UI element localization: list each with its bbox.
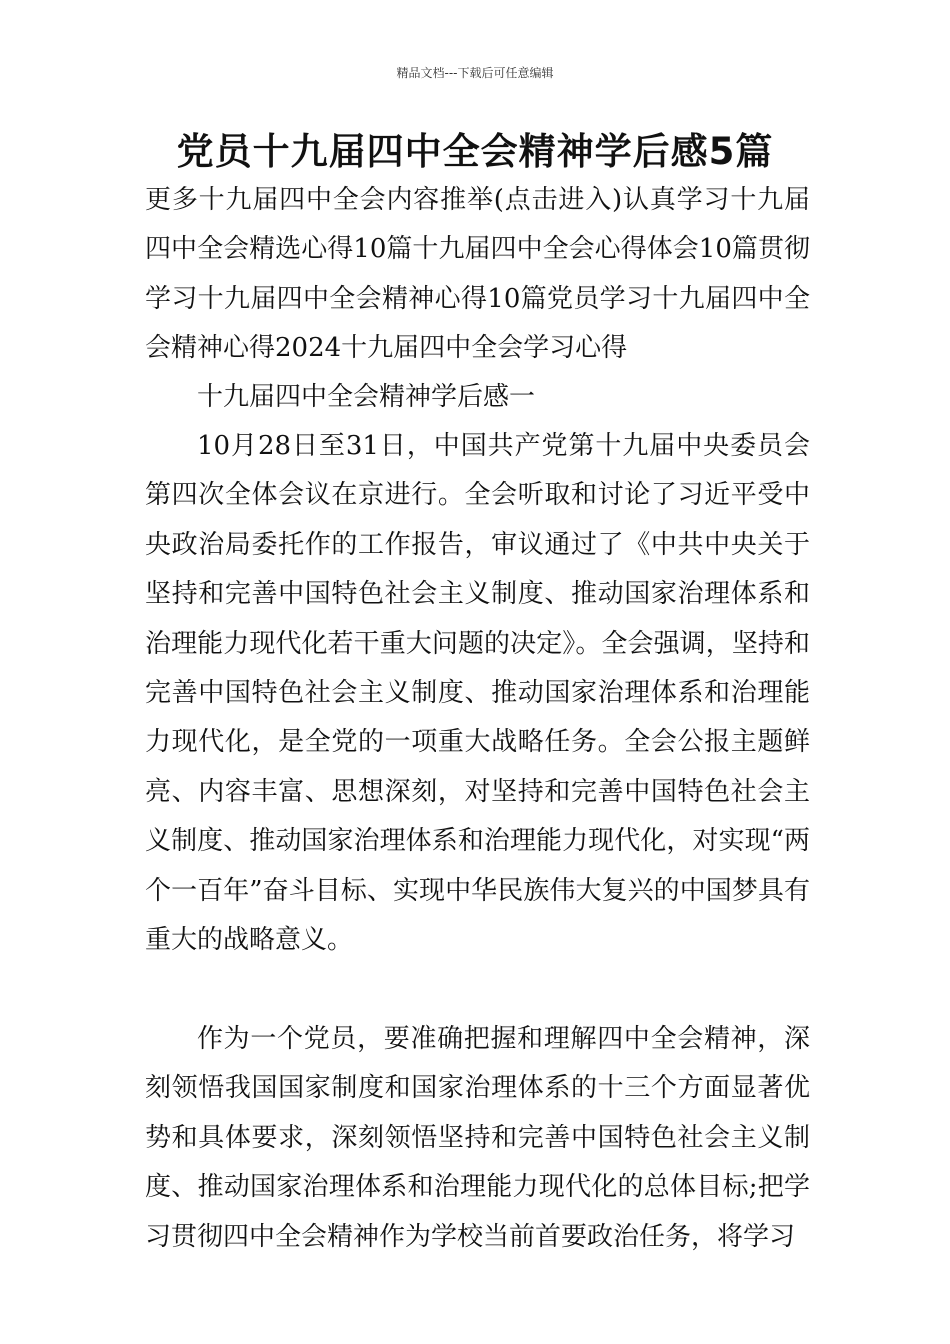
header-note: 精品文档---下载后可任意编辑 [396, 66, 554, 80]
intro-paragraph: 更多十九届四中全会内容推举(点击进入)认真学习十九届四中全会精选心得10篇十九届四中全会心得体会10篇贯彻学习十九届四中全会精神心得10篇党员学习十九届四中全会精神心得2024十九届四中全会学习心得 [145, 185, 810, 364]
body-paragraph-2: 作为一个党员，要准确把握和理解四中全会精神，深刻领悟我国国家制度和国家治理体系的十三个方面显著优势和具体要求，深刻领悟坚持和完善中国特色社会主义制度、推动国家治理体系和治理能力现代化的总体目标;把学习贯彻四中全会精神作为学校当前首要政治任务，将学习 [145, 1024, 810, 1252]
body-paragraph-1: 10月28日至31日，中国共产党第十九届中央委员会第四次全体会议在京进行。全会听取和讨论了习近平受中央政治局委托作的工作报告，审议通过了《中共中央关于坚持和完善中国特色社会主义制度、推动国家治理体系和治理能力现代化若干重大问题的决定》。全会强调，坚持和完善中国特色社会主义制度、推动国家治理体系和治理能力现代化，是全党的一项重大战略任务。全会公报主题鲜亮、内容丰富、思想深刻，对坚持和完善中国特色社会主义制度、推动国家治理体系和治理能力现代化，对实现“两个一百年”奋斗目标、实现中华民族伟大复兴的中国梦具有重大的战略意义。 [145, 431, 810, 956]
section-heading: 十九届四中全会精神学后感一 [197, 382, 536, 412]
document-title: 党员十九届四中全会精神学后感5篇 [176, 130, 774, 173]
